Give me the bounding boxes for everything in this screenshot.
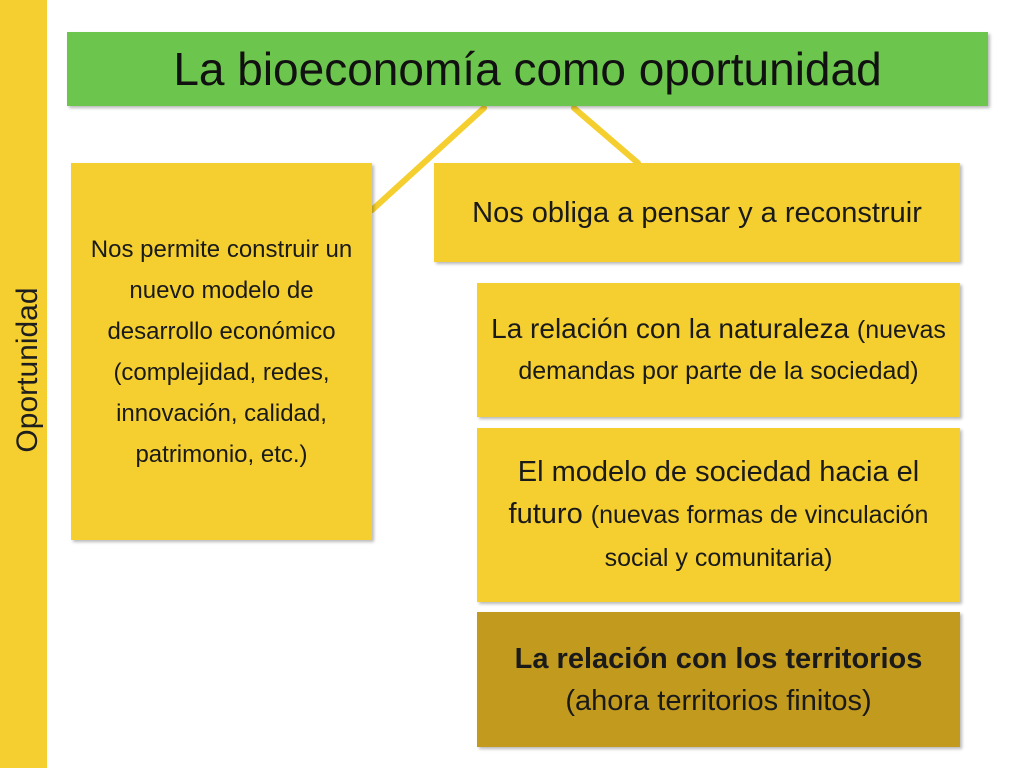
title-box [67, 32, 988, 106]
rethink-box [434, 163, 960, 262]
opportunity-text: Nos permite construir un nuevo modelo de desarrollo económico (complejidad, redes, innovación, calidad, patrimonio, etc.) [90, 235, 353, 468]
nature-relation-box [477, 283, 960, 417]
page-title: La bioeconomía como oportunidad [173, 43, 882, 95]
connector-right [574, 108, 638, 163]
nature-relation-main: La relación con la naturaleza [491, 313, 850, 344]
rethink-text: Nos obliga a pensar y a reconstruir [472, 196, 922, 229]
territories-main: La relación con los territorios [514, 642, 923, 675]
territories-box [477, 612, 960, 747]
society-model-detail: (nuevas formas de vinculación social y comunitaria) [590, 501, 929, 572]
sidebar-label: Oportunidad [11, 287, 44, 453]
opportunity-box [71, 163, 372, 540]
territories-detail: (ahora territorios finitos) [565, 684, 872, 717]
nature-relation-detail: (nuevas demandas por parte de la sociedad) [518, 316, 946, 385]
society-model-box [477, 428, 960, 602]
society-model-main: El modelo de sociedad hacia el futuro [508, 456, 920, 530]
